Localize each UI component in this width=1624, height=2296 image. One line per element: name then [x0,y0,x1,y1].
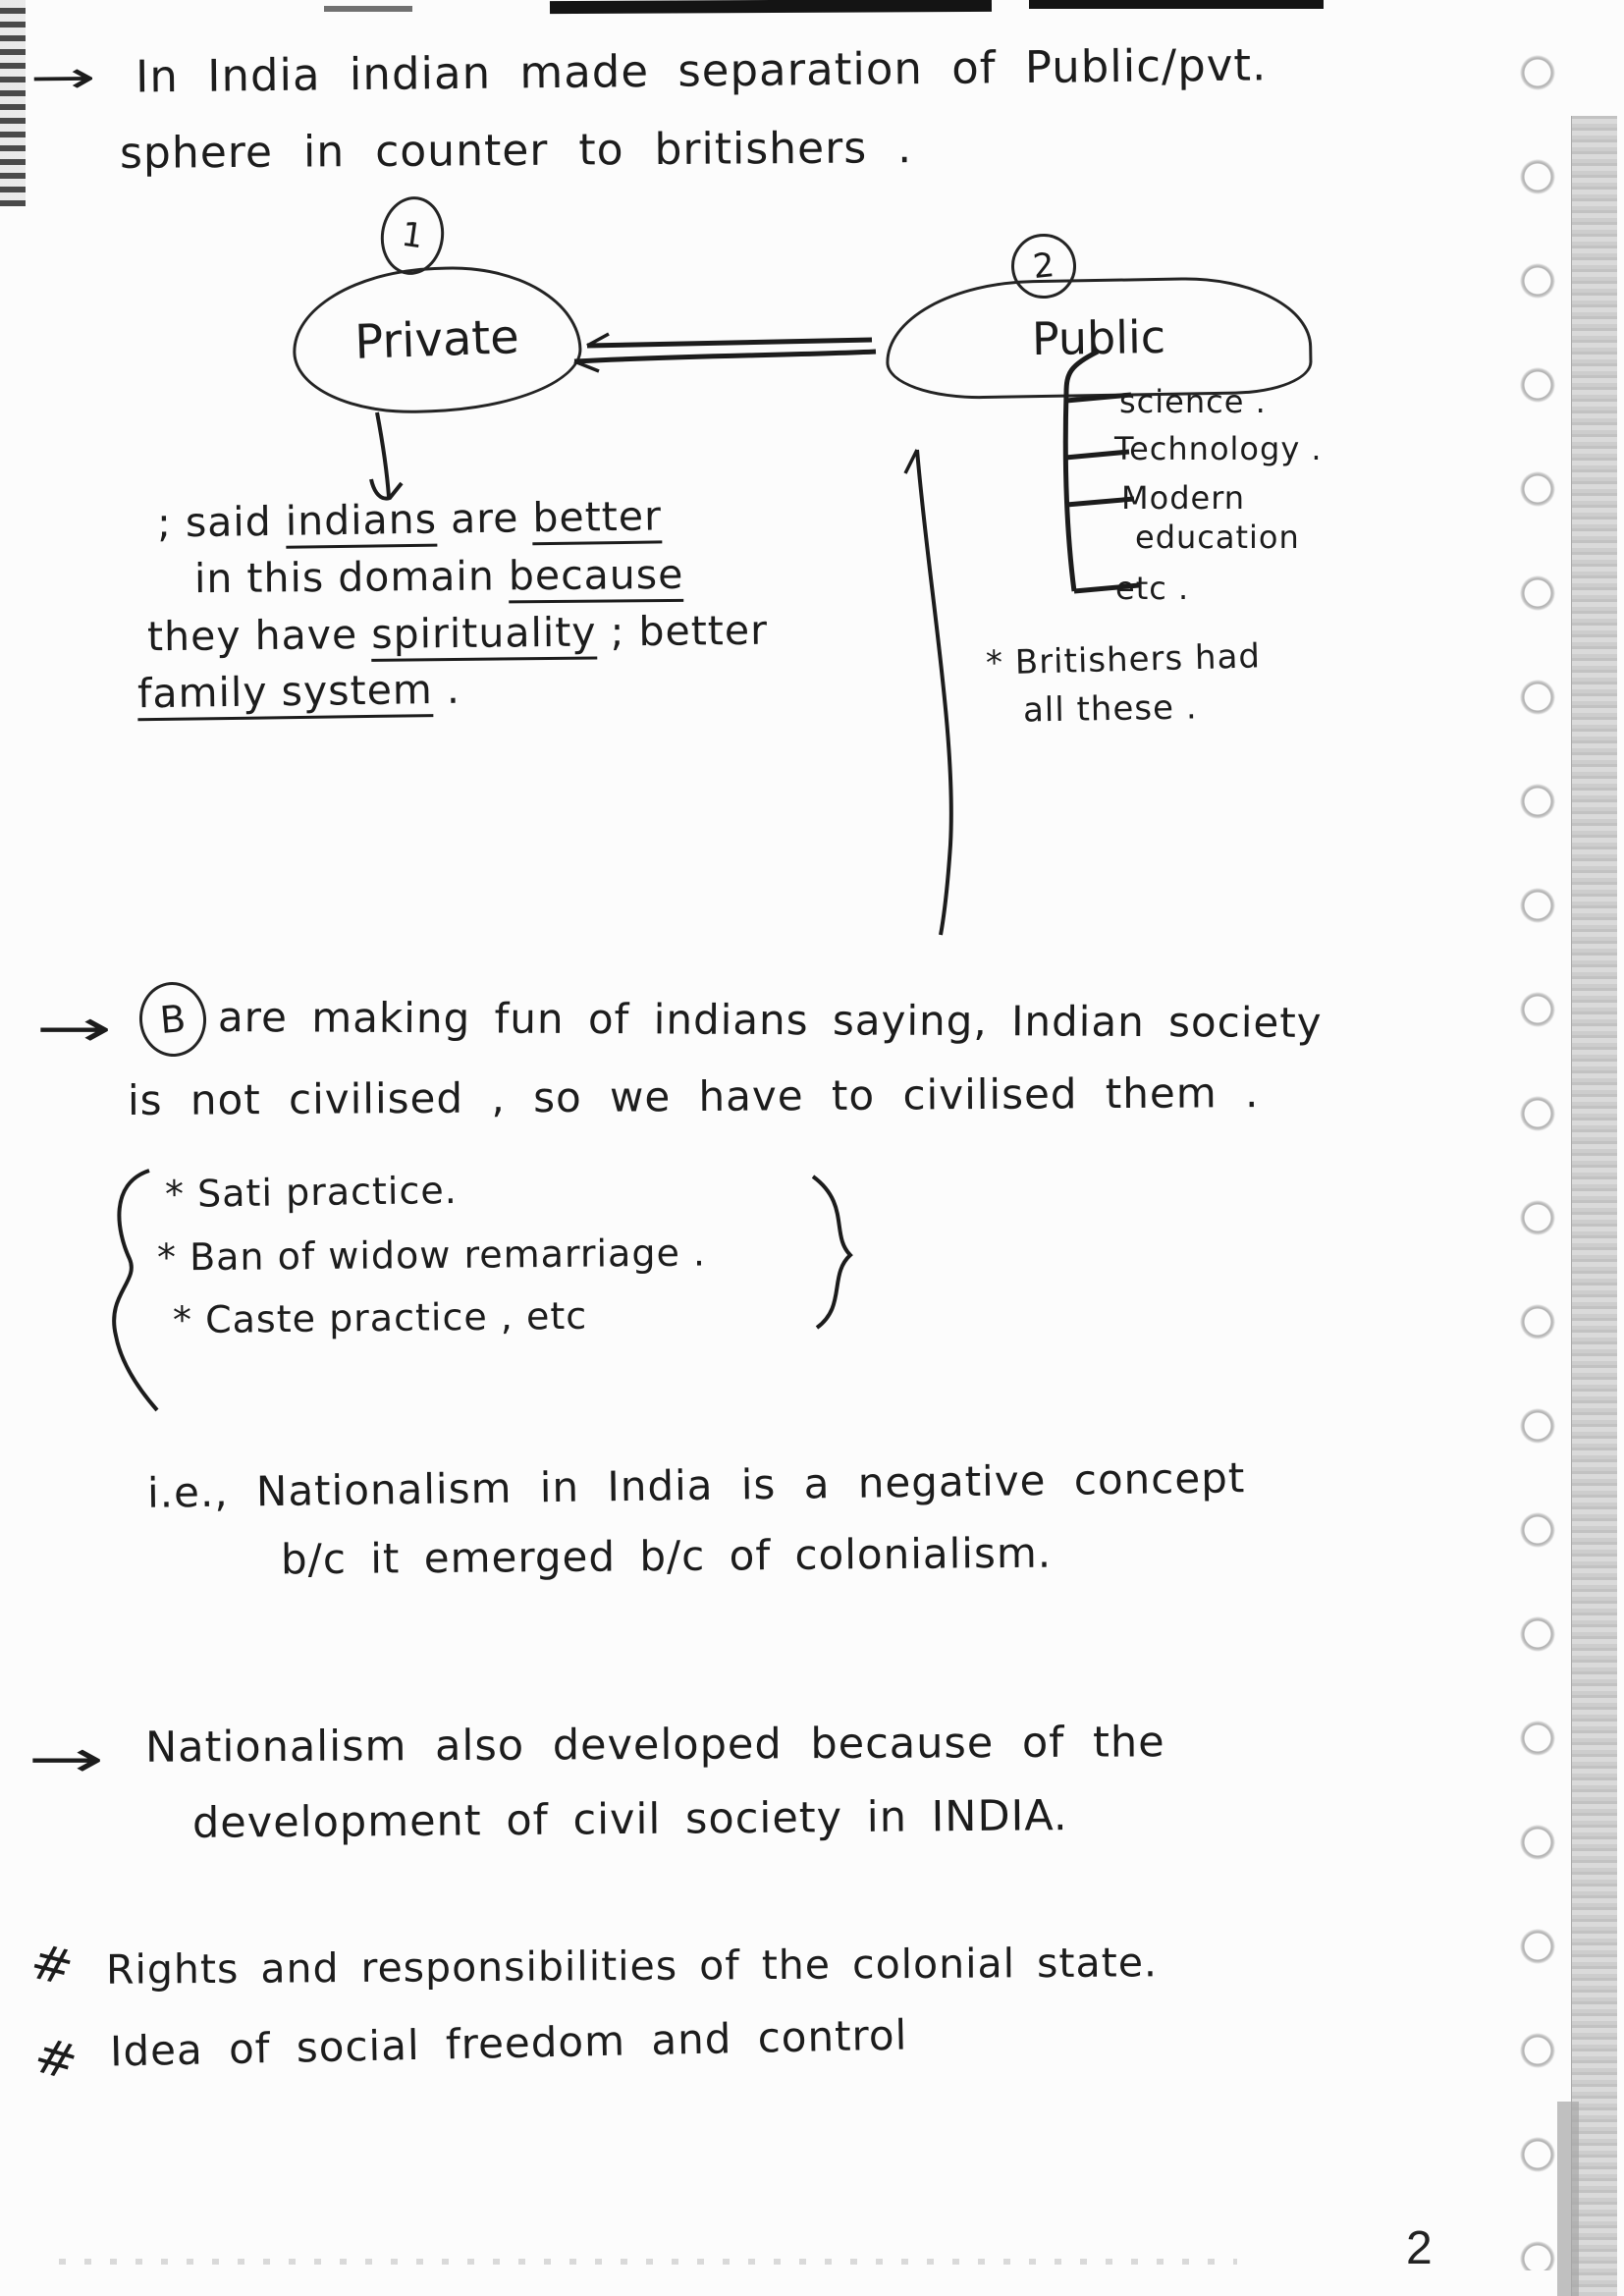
note-seg: ; better [596,606,769,656]
note-seg: ; said [156,497,287,547]
scan-smudge-top-2 [1029,0,1324,9]
practices-left-brace [114,1171,157,1410]
arrow-icon: → [28,50,99,104]
private-note-line-1 [157,492,663,546]
hash-2-marker: # [27,2026,85,2093]
note-seg: are [436,494,533,543]
divider-curve-hook [905,450,917,473]
britishers-note-line-1: * Britishers had [985,636,1262,683]
scan-edge-right-dark [1557,2102,1579,2296]
intro-line-1-text: In India indian made separation of Public/pvt. [135,38,1268,103]
page-number: 2 [1406,2222,1433,2274]
ie-line-2: b/c it emerged b/c of colonialism. [280,1528,1053,1584]
binder-holes [1512,51,1563,2270]
scan-edge-right [1571,116,1617,2296]
arrow-icon: → [35,1000,115,1059]
secb-arrow [35,1000,115,1059]
connector-line-bottom [574,352,876,361]
diagram-number-1-text: 1 [399,214,426,257]
hash-1-marker: # [25,1932,81,1998]
intro-line-1 [29,38,1268,103]
note-underlined-better: better [532,492,662,545]
scan-smudge-top-3 [324,6,412,12]
note-underlined-family-system: family system [137,666,434,721]
note-underlined-because: because [509,551,684,604]
britishers-note-line-2: all these . [1022,687,1198,731]
arrow-icon: → [27,1730,107,1789]
branch-education: education [1135,519,1300,556]
diagram-number-2-text: 2 [1031,245,1056,288]
scan-smudge-top-1 [550,0,992,14]
secb-bullet-text: B [158,996,188,1043]
note-seg: they have [146,610,372,661]
note-seg: in this domain [193,552,510,603]
nat-line-1: Nationalism also developed because of the [144,1718,1165,1773]
note-seg: . [432,665,461,714]
practices-right-brace [813,1176,850,1328]
branch-modern: Modern [1121,479,1246,517]
private-note-line-2 [194,551,684,602]
scan-edge-bottom [59,2259,1237,2265]
intro-line-2: sphere in counter to britishers . [119,123,913,179]
divider-curve [917,450,951,935]
hash-line-2: Idea of social freedom and control [109,2010,908,2076]
secb-bullet-circle [136,979,209,1060]
ie-line-1: i.e., Nationalism in India is a negative concept [146,1453,1246,1517]
practice-item-3: * Caste practice , etc [172,1293,588,1342]
diagram-number-1 [376,192,450,279]
private-node [291,262,584,417]
public-node-label: Public [1031,309,1166,366]
practice-item-1: * Sati practice. [164,1168,459,1217]
secb-line-1: are making fun of indians saying, Indian society [217,993,1323,1047]
public-node [885,275,1313,401]
nat-arrow [27,1730,107,1789]
practice-item-2: * Ban of widow remarriage . [156,1230,707,1280]
private-node-label: Private [353,309,520,370]
branch-etc: etc . [1115,570,1190,607]
nat-line-2: development of civil society in INDIA. [191,1791,1068,1848]
scan-edge-left [0,0,26,206]
connector-line-top [587,340,872,346]
branch-science: science . [1119,383,1267,420]
private-note-line-3 [147,607,768,661]
note-underlined-spirituality: spirituality [371,609,597,662]
note-underlined-indians: indians [285,496,437,549]
secb-line-2: is not civilised , so we have to civilised them . [127,1067,1260,1125]
private-down-arrow [377,412,389,497]
branch-technology: Technology . [1114,430,1323,467]
private-note-line-4 [137,666,461,718]
hash-line-1: Rights and responsibilities of the colonial state. [105,1939,1159,1994]
